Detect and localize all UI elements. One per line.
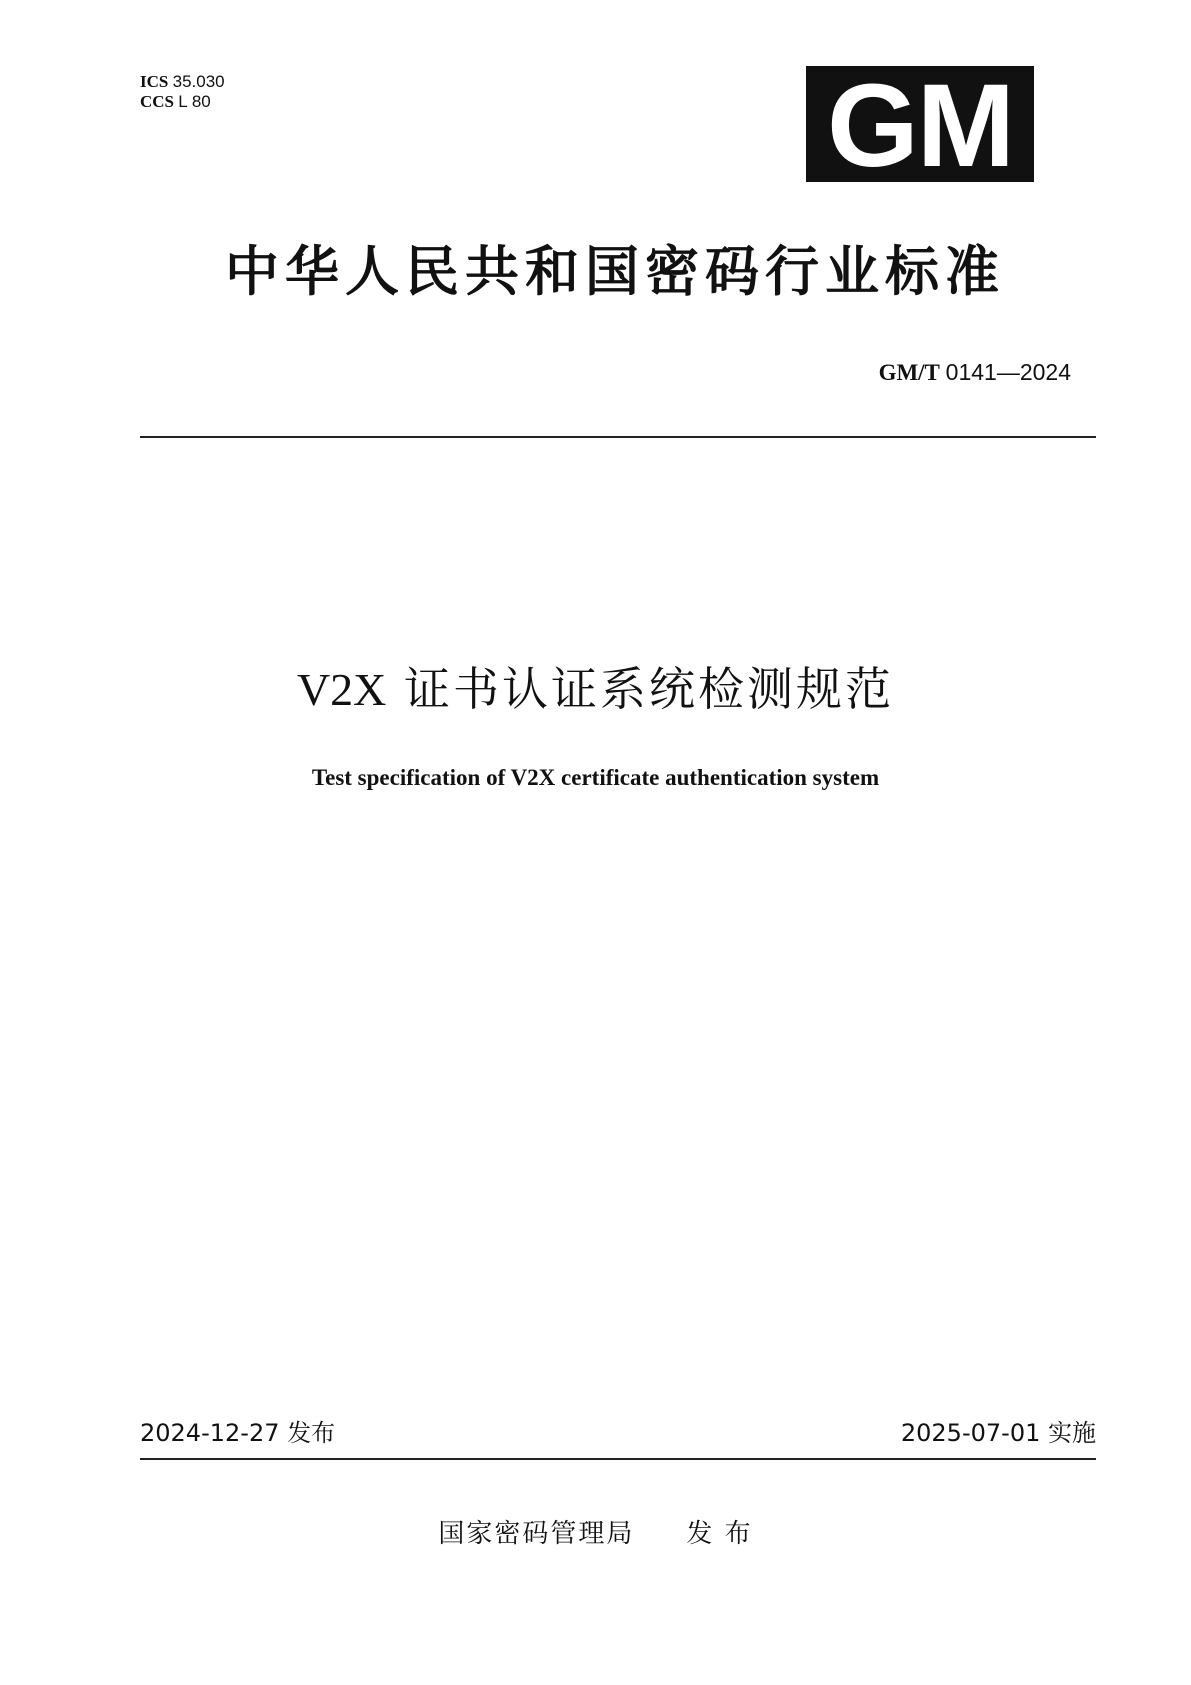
ics-label: ICS [140, 72, 169, 91]
implement-date-line [901, 1418, 1096, 1448]
ccs-line [140, 92, 225, 112]
publisher-name: 国家密码管理局 [438, 1519, 635, 1549]
issue-date-line [140, 1418, 335, 1448]
standard-category-title: 中华人民共和国密码行业标准 [225, 240, 1005, 303]
gm-logo-text: GM [826, 60, 1014, 192]
implement-label: 实施 [1048, 1419, 1096, 1447]
standard-code-number: 0141—2024 [945, 359, 1071, 385]
ccs-code: L 80 [178, 92, 211, 111]
ccs-label: CCS [140, 92, 175, 111]
header-divider [140, 436, 1096, 438]
publisher-action: 发 布 [686, 1519, 753, 1549]
footer-divider [140, 1458, 1096, 1460]
issue-label: 发布 [287, 1419, 336, 1447]
standard-code [879, 358, 1071, 387]
classification-codes [140, 72, 225, 112]
document-subtitle-en: Test specification of V2X certificate authentication system [311, 765, 880, 790]
document-title [0, 660, 1191, 719]
document-title-latin: V2X [296, 664, 387, 715]
gm-logo [806, 60, 1034, 192]
document-title-cn: 证书认证系统检测规范 [404, 662, 895, 716]
ics-line [140, 72, 225, 92]
implement-date: 2025-07-01 [900, 1419, 1041, 1447]
publisher-line [0, 1518, 1191, 1550]
standard-code-prefix: GM/T [878, 360, 940, 385]
ics-code: 35.030 [172, 72, 225, 91]
issue-date: 2024-12-27 [140, 1419, 280, 1447]
